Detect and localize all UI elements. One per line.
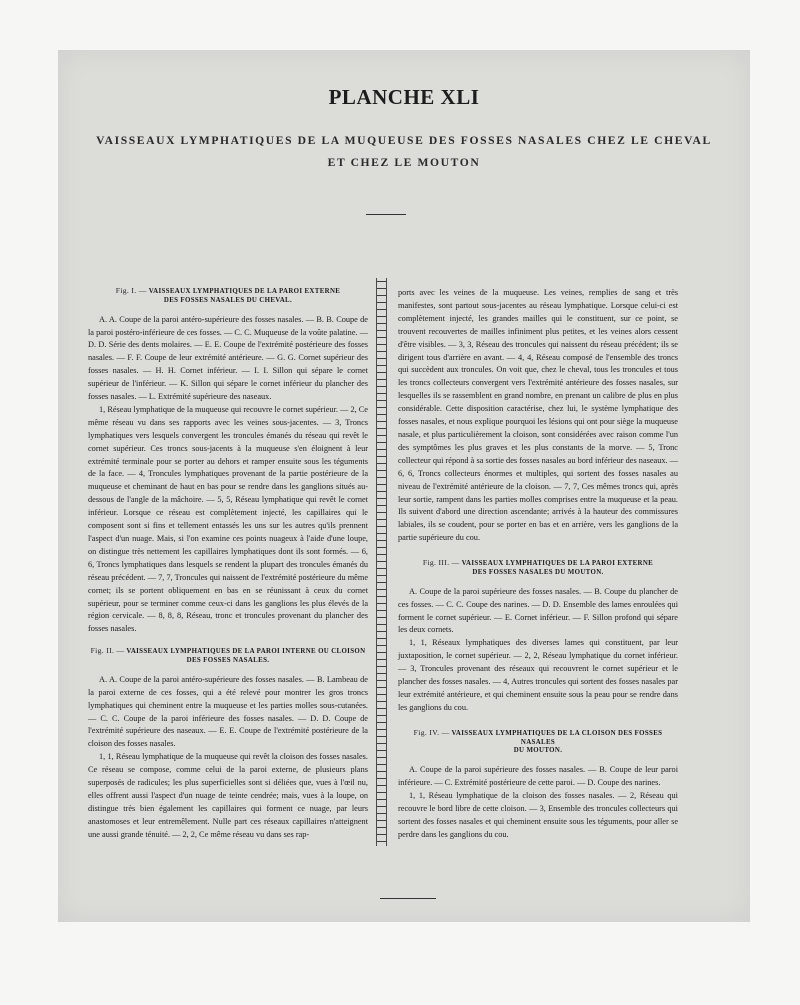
fig1-legend-numbers: 1, Réseau lymphatique de la muqueuse qui recouvre le cornet supérieur. — 2, Ce même réseau vu dans ses rapports avec les veines sous-jacentes. — 3, Troncs lymphatiques vers lesquels convergent les troncules émanés du réseau qui revêt le cornet supérieur. Ces troncs sous-jacents à la muqueuse s'en éloignent à leur extrémité terminale pour se porter au dehors et ramper ensuite sous les téguments de la face. — 4, Troncules lymphatiques provenant de la partie postérieure de la muqueuse et cheminant de haut en bas pour se rendre dans les ganglions situés au-dessous de l'angle de la mâchoire. — 5, 5, Réseau lymphatique qui revêt le cornet inférieur. Lorsque ce réseau est complètement injecté, les capillaires qui le composent sont si fins et tellement entassés les uns sur les autres qu'ils prennent l'aspect d'un nuage. Mais, si l'on examine ces points nuageux à l'aide d'une loupe, on distingue très nettement les capillaires lymphatiques dont ils sont formés. — 6, 6, Troncs lymphatiques dans lesquels se rendent la plupart des troncules émanés du réseau précédent. — 7, 7, Troncules qui naissent de l'extrémité postérieure du même cornet; ils se portent obliquement en bas en se réunissant à ceux du cornet supérieur, pour se terminer comme ceux-ci dans les ganglions les plus élevés de la région cervicale. — 8, 8, 8, Réseau, tronc et troncules provenant du plancher des fosses nasales. [88, 404, 368, 634]
fig3-heading-line1: VAISSEAUX LYMPHATIQUES DE LA PAROI EXTERNE [461, 560, 654, 568]
right-column [398, 287, 678, 842]
fig4-heading-line1: VAISSEAUX LYMPHATIQUES DE LA CLOISON DES FOSSES NASALES [451, 729, 663, 746]
fig2-heading-line1: VAISSEAUX LYMPHATIQUES DE LA PAROI INTERNE OU CLOISON [126, 648, 366, 656]
fig2-legend-continuation: ports avec les veines de la muqueuse. Les veines, remplies de sang et très manifestes, sont partout sous-jacentes au réseau lymphatique. Lorsque celui-ci est complètement injecté, les grandes mailles qui le constituent, sur ce point, se trouvent recouvertes de mailles infiniment plus petites, et les veines alors cessent d'être visibles. — 3, 3, Réseau des troncules qui naissent du réseau précédent; ils se dirigent tous d'arrière en avant. — 4, 4, Réseau composé de l'ensemble des troncs qui succèdent aux troncules. On voit que, chez le cheval, tous les troncules et tous les troncs collecteurs convergent vers l'extrémité antérieure des fosses nasales, sur lesquelles ils se rassemblent en grand nombre, en prenant un calibre de plus en plus considérable. Cette disposition caractérise, chez lui, le système lymphatique des fosses nasales, et nous explique pourquoi les lésions qui ont pour siège la muqueuse nasale, et plus particulièrement la cloison, sont considérées avec raison comme l'un des symptômes les plus graves et les plus constants de la morve. — 5, Tronc collecteur qui répond à sa sortie des fosses nasales au bord inférieur des naseaux. — 6, 6, Troncs collecteurs énormes et multiples, qui sortent des fosses nasales au niveau de l'extrémité antérieure de la cloison. — 7, 7, Ces mêmes troncs qui, après leur sortie, rampent dans les parties molles comprises entre la muqueuse et la peau. Ils suivent d'abord une direction ascendante; arrivés à la hauteur des commissures labiales, ils se coudent, pour se porter en bas et en arrière, vers les ganglions de la partie supérieure du cou. [398, 288, 678, 543]
fig4-legend-numbers: 1, 1, Réseau lymphatique de la cloison des fosses nasales. — 2, Réseau qui recouvre le bord libre de cette cloison. — 3, Ensemble des troncules collecteurs qui sortent des fosses nasales et qui cheminent ensuite sous les téguments, pour aller se perdre dans les ganglions du cou. [398, 790, 678, 839]
fig1-label: Fig. I. — [115, 286, 147, 295]
plate-subtitle-line2: ET CHEZ LE MOUTON [327, 156, 481, 169]
fig4-heading-line2: DU MOUTON. [513, 747, 563, 755]
plate-subtitle-line1: VAISSEAUX LYMPHATIQUES DE LA MUQUEUSE DES FOSSES NASALES CHEZ LE CHEVAL [96, 134, 712, 147]
title-rule [366, 214, 406, 215]
fig2-legend-letters: A. A. Coupe de la paroi antéro-supérieure des fosses nasales. — B. Lambeau de la paroi externe de ces fosses, qui a été relevé pour montrer les gros troncs lymphatiques qui cheminent entre la muqueuse et les parties molles sous-cutanées. — C. C. Coupe de la paroi inférieure des fosses nasales. — D. D. Coupe de l'extrémité supérieure des naseaux. — E. E. Coupe de l'extrémité postérieure de la cloison des fosses nasales. [88, 674, 368, 749]
plate-title: PLANCHE XLI [328, 85, 480, 109]
bottom-rule [380, 898, 436, 899]
fig1-heading [88, 287, 368, 306]
fig2-legend-numbers: 1, 1, Réseau lymphatique de la muqueuse qui revêt la cloison des fosses nasales. Ce réseau se compose, comme celui de la paroi externe, de plusieurs plans superposés de radicules; les plus superficielles sont si déliées que, vues à l'œil nu, elles offrent aussi l'aspect d'un nuage de teinte cendrée; mais, vues à la loupe, on distingue très bien également les capillaires qui forment ce nuage, par leurs anastomoses et leur entremêlement. Nulle part ces réseaux capillaires n'atteignent une aussi grande ténuité. — 2, 2, Ce même réseau vu dans ses rap- [88, 752, 368, 839]
fig3-legend-letters: A. Coupe de la paroi supérieure des fosses nasales. — B. Coupe du plancher de ces fosses. — C. C. Coupe des narines. — D. D. Ensemble des lames enroulées qui forment le cornet supérieur. — E. Cornet inférieur. — F. Sillon profond qui sépare les deux cornets. [398, 586, 678, 635]
fig3-heading [398, 559, 678, 578]
fig3-heading-line2: DES FOSSES NASALES DU MOUTON. [472, 568, 604, 576]
fig3-label: Fig. III. — [422, 558, 460, 568]
fig2-heading-line2: DES FOSSES NASALES. [186, 657, 270, 665]
fig4-label: Fig. IV. — [413, 727, 450, 737]
column-divider-ornament [376, 278, 387, 846]
left-column [88, 287, 368, 842]
fig3-legend-numbers: 1, 1, Réseaux lymphatiques des diverses lames qui constituent, par leur juxtaposition, le cornet supérieur. — 2, 2, Réseau lymphatique du cornet inférieur. — 3, Troncules provenant des réseaux qui recouvrent le cornet supérieur et le plancher des fosses nasales. — 4, Autres troncules qui sortent des fosses nasales par leur extrémité antérieure, et qui cheminent ensuite sous la peau pour se rendre dans les ganglions du cou. [398, 638, 678, 712]
fig1-heading-line2: DES FOSSES NASALES DU CHEVAL. [163, 296, 293, 304]
fig4-legend-letters: A. Coupe de la paroi supérieure des fosses nasales. — B. Coupe de leur paroi inférieure. — C. Extrémité postérieure de cette paroi. — D. Coupe des narines. [398, 765, 678, 788]
fig4-heading [398, 729, 678, 756]
fig1-heading-line1: VAISSEAUX LYMPHATIQUES DE LA PAROI EXTERNE [148, 288, 341, 295]
fig2-label: Fig. II. — [90, 646, 125, 656]
plate-sheet [58, 50, 750, 922]
fig1-legend-letters: A. A. Coupe de la paroi antéro-supérieure des fosses nasales. — B. B. Coupe de la paroi postéro-inférieure de ces fosses. — C. C. Muqueuse de la voûte palatine. — D. D. Série des dents molaires. — E. E. Coupe de l'extrémité postérieure des fosses nasales. — F. F. Coupe de leur extrémité antérieure. — G. G. Cornet supérieur des fosses nasales. — H. H. Cornet inférieur. — I. I. Sillon qui sépare le cornet supérieur de l'inférieur. — K. Sillon qui sépare le cornet inférieur du plancher des fosses nasales. — L. Extrémité supérieure des naseaux. [88, 314, 368, 402]
fig2-heading [88, 647, 368, 666]
